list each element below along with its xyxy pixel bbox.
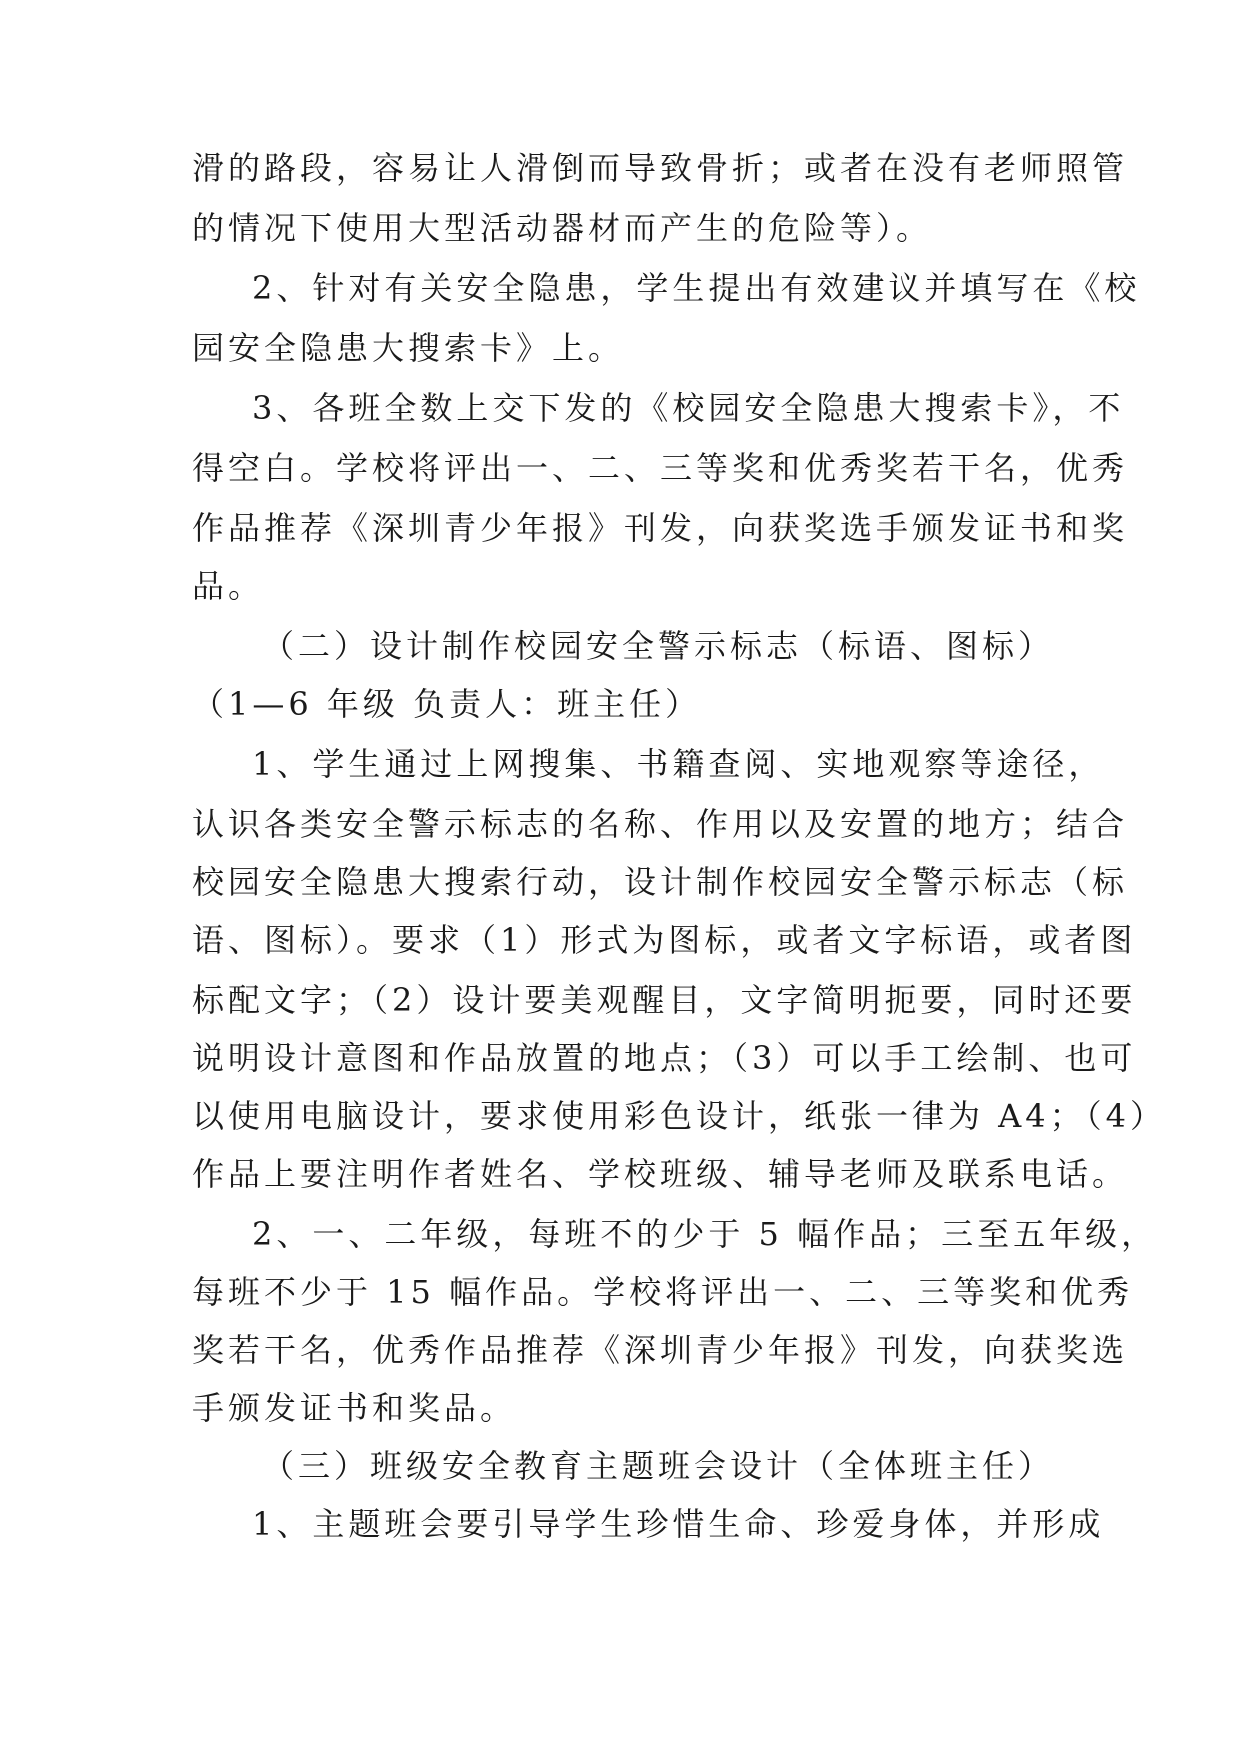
text-line: 作品推荐《深圳青少年报》刊发，向获奖选手颁发证书和奖 — [192, 509, 1129, 547]
text-line: 奖若干名，优秀作品推荐《深圳青少年报》刊发，向获奖选 — [192, 1331, 1129, 1369]
text-line: （二）设计制作校园安全警示标志（标语、图标） — [262, 627, 1055, 665]
text-line: 手颁发证书和奖品。 — [192, 1389, 517, 1427]
text-line: 语、图标）。要求（1）形式为图标，或者文字标语，或者图 — [192, 921, 1137, 959]
text-line: 以使用电脑设计，要求使用彩色设计，纸张一律为 A4；（4） — [192, 1097, 1167, 1135]
text-line: 每班不少于 15 幅作品。学校将评出一、二、三等奖和优秀 — [192, 1273, 1134, 1311]
text-line: 3、各班全数上交下发的《校园安全隐患大搜索卡》，不 — [252, 389, 1125, 427]
text-line: 2、一、二年级，每班不的少于 5 幅作品；三至五年级， — [252, 1215, 1158, 1253]
text-line: 1、主题班会要引导学生珍惜生命、珍爱身体，并形成 — [252, 1505, 1105, 1543]
text-line: 滑的路段，容易让人滑倒而导致骨折；或者在没有老师照管 — [192, 149, 1129, 187]
text-line: 说明设计意图和作品放置的地点；（3）可以手工绘制、也可 — [192, 1039, 1137, 1077]
text-line: 的情况下使用大型活动器材而产生的危险等）。 — [192, 209, 933, 247]
text-line: 校园安全隐患大搜索行动，设计制作校园安全警示标志（标 — [192, 863, 1129, 901]
text-line: 标配文字；（2）设计要美观醒目，文字简明扼要，同时还要 — [192, 981, 1137, 1019]
text-line: （1—6 年级 负责人：班主任） — [192, 685, 702, 723]
text-line: 得空白。学校将评出一、二、三等奖和优秀奖若干名，优秀 — [192, 449, 1129, 487]
text-line: （三）班级安全教育主题班会设计（全体班主任） — [262, 1447, 1055, 1485]
text-line: 品。 — [192, 567, 265, 605]
text-line: 1、学生通过上网搜集、书籍查阅、实地观察等途径， — [252, 745, 1105, 783]
text-line: 作品上要注明作者姓名、学校班级、辅导老师及联系电话。 — [192, 1155, 1129, 1193]
text-line: 认识各类安全警示标志的名称、作用以及安置的地方；结合 — [192, 805, 1129, 843]
text-line: 园安全隐患大搜索卡》上。 — [192, 329, 625, 367]
text-line: 2、针对有关安全隐患，学生提出有效建议并填写在《校 — [252, 269, 1141, 307]
